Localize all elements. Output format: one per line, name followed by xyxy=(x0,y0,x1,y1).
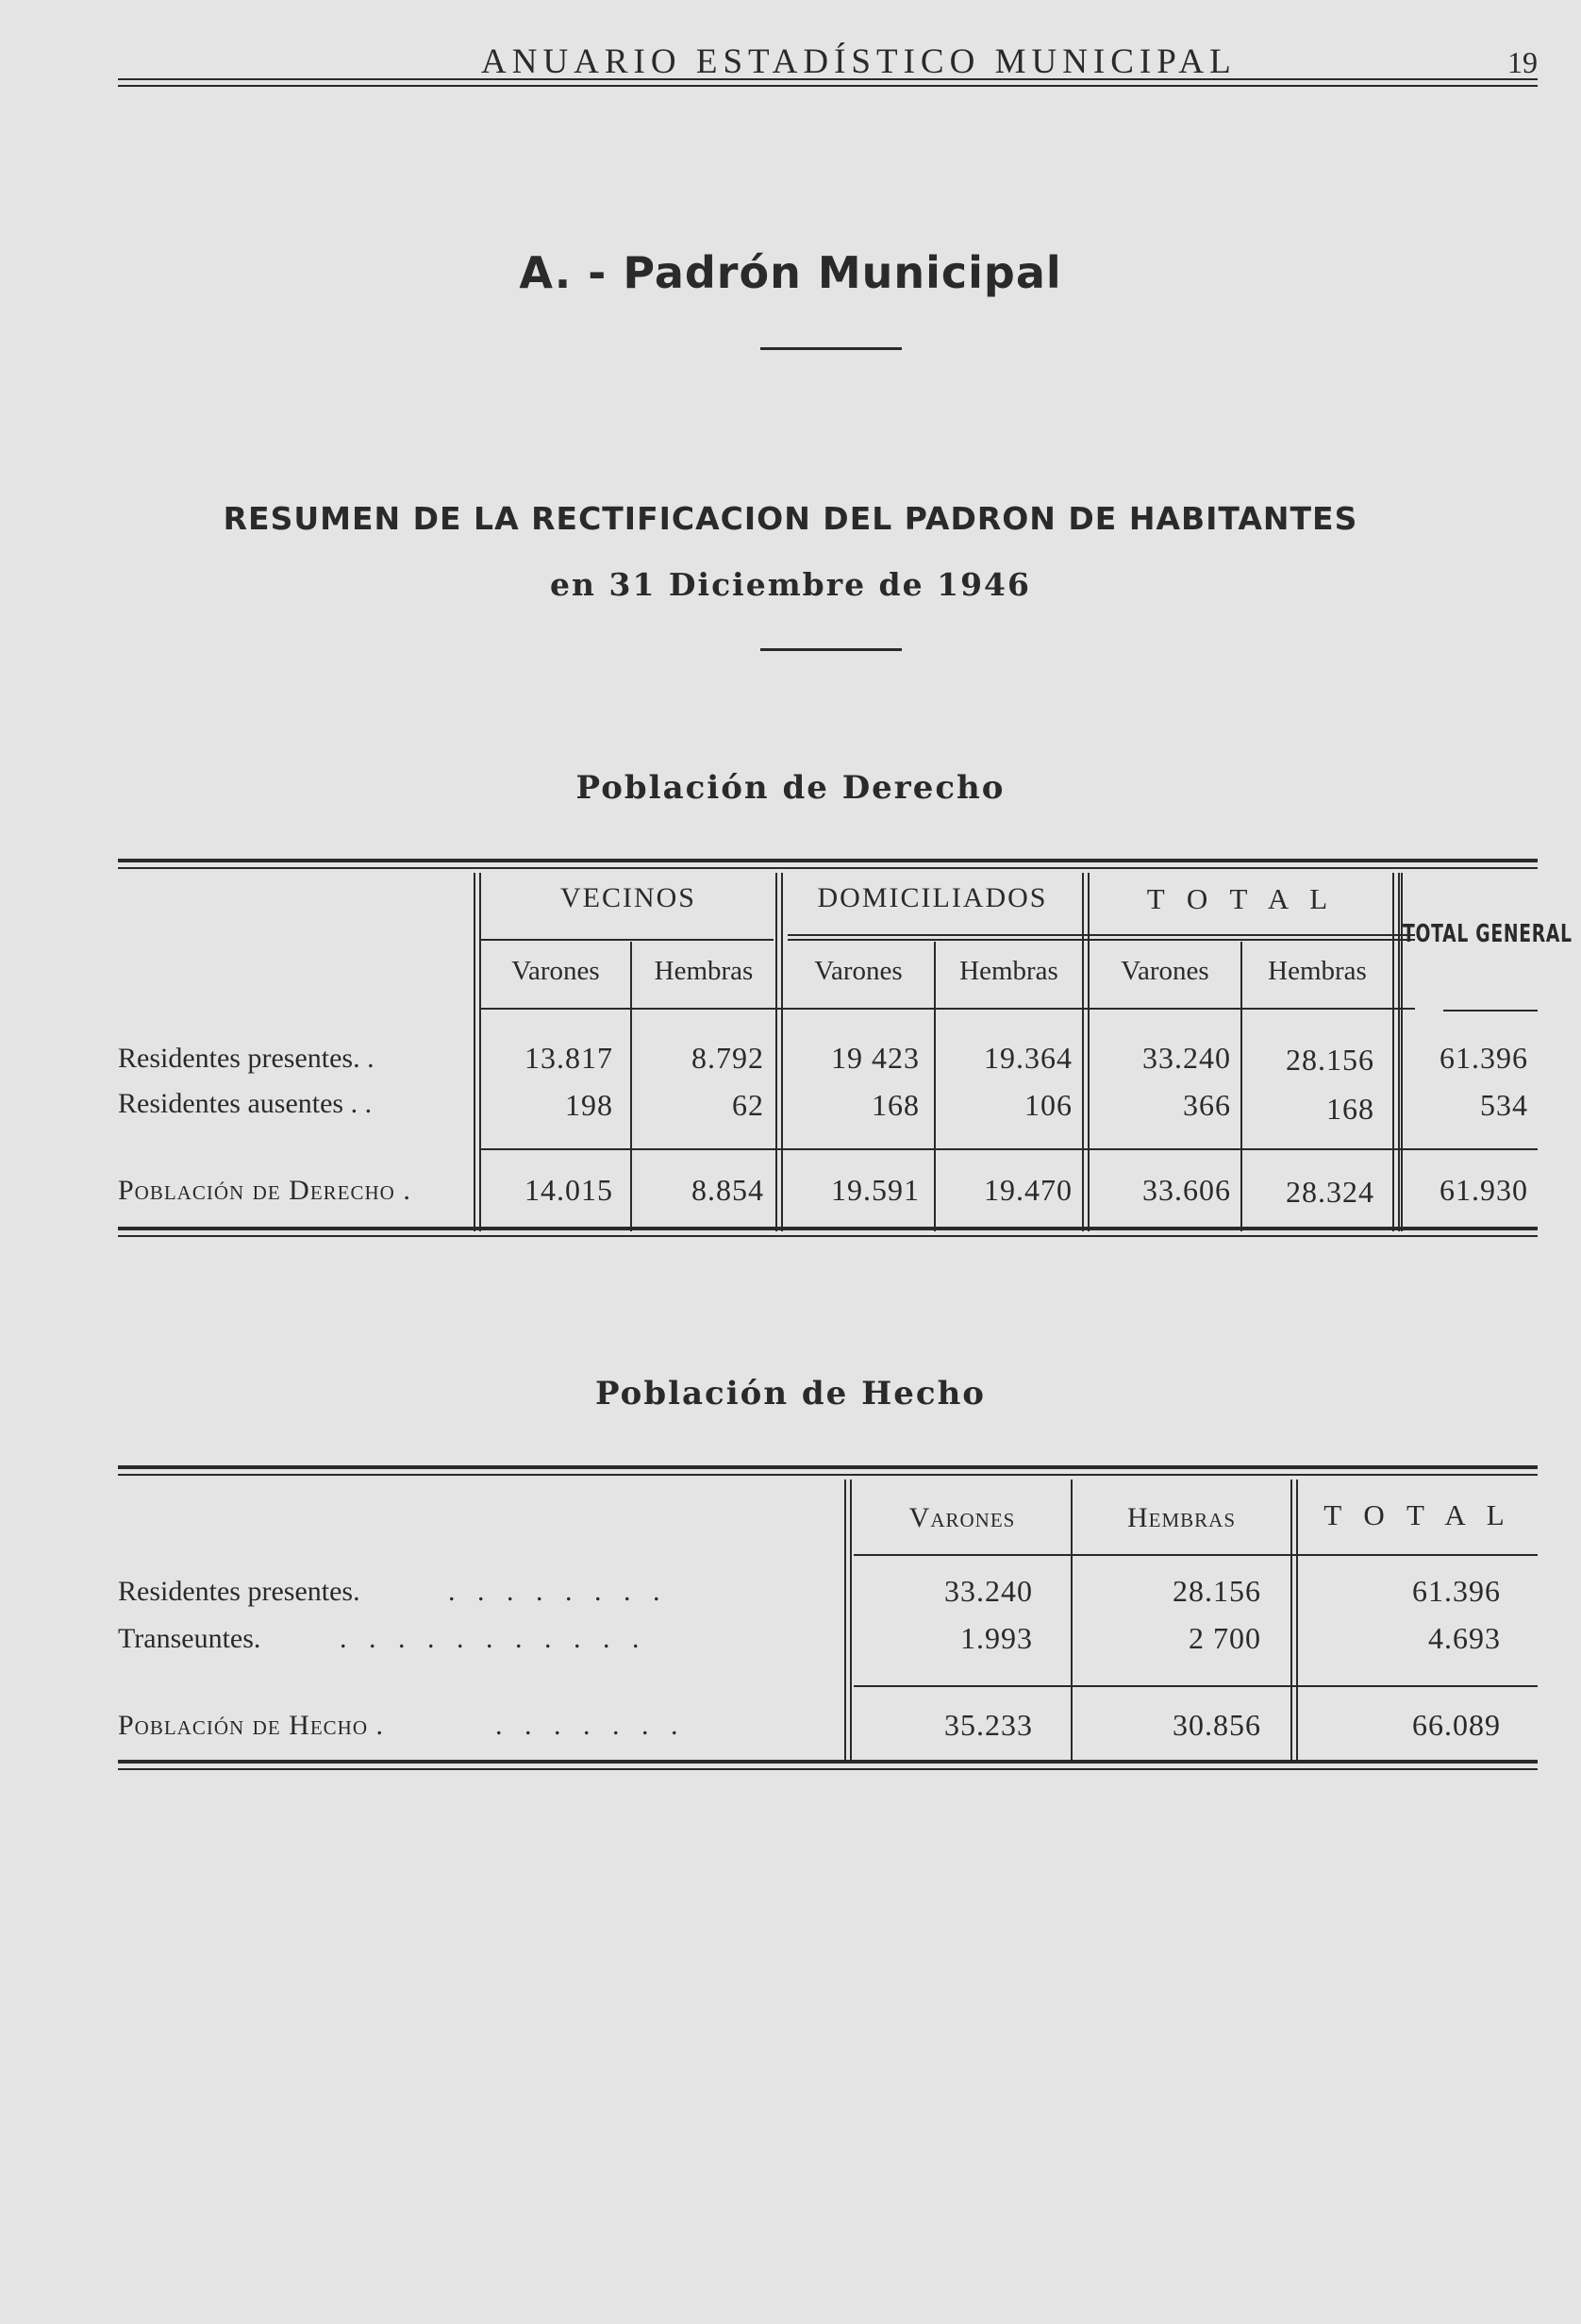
cell-vecinos-hembras-total: 8.854 xyxy=(691,1173,764,1207)
cell-dom-varones: 168 xyxy=(872,1088,920,1122)
cell-vecinos-varones-total: 14.015 xyxy=(524,1173,613,1207)
hecho-title: Población de Hecho xyxy=(594,1375,986,1413)
subheader-total-hembras: Hembras xyxy=(1268,956,1367,986)
cell-dom-hembras: 106 xyxy=(1024,1088,1073,1122)
cell-total-hembras: 28.156 xyxy=(1286,1043,1374,1077)
subtitle-divider xyxy=(760,648,902,651)
total-row-label: Población de Derecho . xyxy=(118,1175,411,1206)
page-number: 19 xyxy=(1507,45,1538,79)
subheader-vecinos-hembras: Hembras xyxy=(654,956,754,986)
row-label-text: Transeuntes. xyxy=(118,1623,261,1654)
subheader-total-varones: Varones xyxy=(1121,956,1209,986)
cell-total-hembras: 168 xyxy=(1326,1092,1374,1126)
header-domiciliados: DOMICILIADOS xyxy=(817,882,1048,913)
cell-total-total: 66.089 xyxy=(1412,1708,1501,1742)
cell-total: 61.396 xyxy=(1412,1574,1501,1608)
cell-varones: 1.993 xyxy=(960,1621,1033,1655)
row-label-text: Residentes presentes. xyxy=(118,1576,360,1607)
cell-varones-total: 35.233 xyxy=(944,1708,1033,1742)
row-label: Residentes ausentes . . xyxy=(118,1088,373,1119)
cell-vecinos-hembras: 8.792 xyxy=(691,1041,764,1075)
cell-dom-hembras: 19.364 xyxy=(984,1041,1073,1075)
cell-total-varones-total: 33.606 xyxy=(1142,1173,1231,1207)
cell-dom-varones-total: 19.591 xyxy=(831,1173,920,1207)
header-total: T O T A L xyxy=(1146,882,1336,915)
cell-total-varones: 33.240 xyxy=(1142,1041,1231,1075)
cell-dom-hembras-total: 19.470 xyxy=(984,1173,1073,1207)
header-vecinos: VECINOS xyxy=(559,882,696,913)
row-leader-dots: . . . . . . . . . . . xyxy=(340,1623,647,1654)
cell-hembras: 2 700 xyxy=(1189,1621,1261,1655)
cell-hembras-total: 30.856 xyxy=(1173,1708,1261,1742)
cell-total-general: 534 xyxy=(1480,1088,1528,1122)
header-varones: Varones xyxy=(908,1502,1016,1533)
cell-total-hembras-total: 28.324 xyxy=(1286,1175,1374,1209)
row-label xyxy=(118,1576,668,1608)
header-hembras: Hembras xyxy=(1126,1502,1237,1533)
running-title: ANUARIO ESTADÍSTICO MUNICIPAL xyxy=(481,42,1237,81)
cell-total-general: 61.396 xyxy=(1440,1041,1528,1075)
header-total: T O T A L xyxy=(1323,1498,1512,1531)
total-row-label-text: Población de Hecho . xyxy=(118,1710,385,1741)
main-title: RESUMEN DE LA RECTIFICACION DEL PADRON DE HABITANTES xyxy=(223,500,1358,537)
cell-hembras: 28.156 xyxy=(1173,1574,1261,1608)
header-total-general: TOTAL GENERAL xyxy=(1403,920,1573,948)
cell-varones: 33.240 xyxy=(944,1574,1033,1608)
hecho-table xyxy=(118,1463,1538,1774)
row-leader-dots: . . . . . . . . xyxy=(448,1576,668,1607)
cell-vecinos-varones: 198 xyxy=(565,1088,613,1122)
cell-dom-varones: 19 423 xyxy=(831,1041,920,1075)
cell-total: 4.693 xyxy=(1428,1621,1501,1655)
total-row-label xyxy=(118,1710,686,1742)
cell-vecinos-hembras: 62 xyxy=(732,1088,764,1122)
row-label: Residentes presentes. . xyxy=(118,1043,374,1074)
derecho-table xyxy=(118,854,1573,1231)
subheader-dom-varones: Varones xyxy=(814,956,903,986)
subheader-dom-hembras: Hembras xyxy=(959,956,1058,986)
section-title: A. - Padrón Municipal xyxy=(519,247,1062,298)
header-rule xyxy=(118,78,1538,87)
main-subtitle: en 31 Diciembre de 1946 xyxy=(550,566,1031,603)
subheader-vecinos-varones: Varones xyxy=(511,956,600,986)
total-row-leader-dots: . . . . . . . xyxy=(495,1710,686,1741)
title-divider xyxy=(760,347,902,350)
cell-total-varones: 366 xyxy=(1183,1088,1231,1122)
derecho-title: Población de Derecho xyxy=(575,769,1006,807)
row-label xyxy=(118,1623,647,1655)
cell-total-general-total: 61.930 xyxy=(1440,1173,1528,1207)
cell-vecinos-varones: 13.817 xyxy=(524,1041,613,1075)
